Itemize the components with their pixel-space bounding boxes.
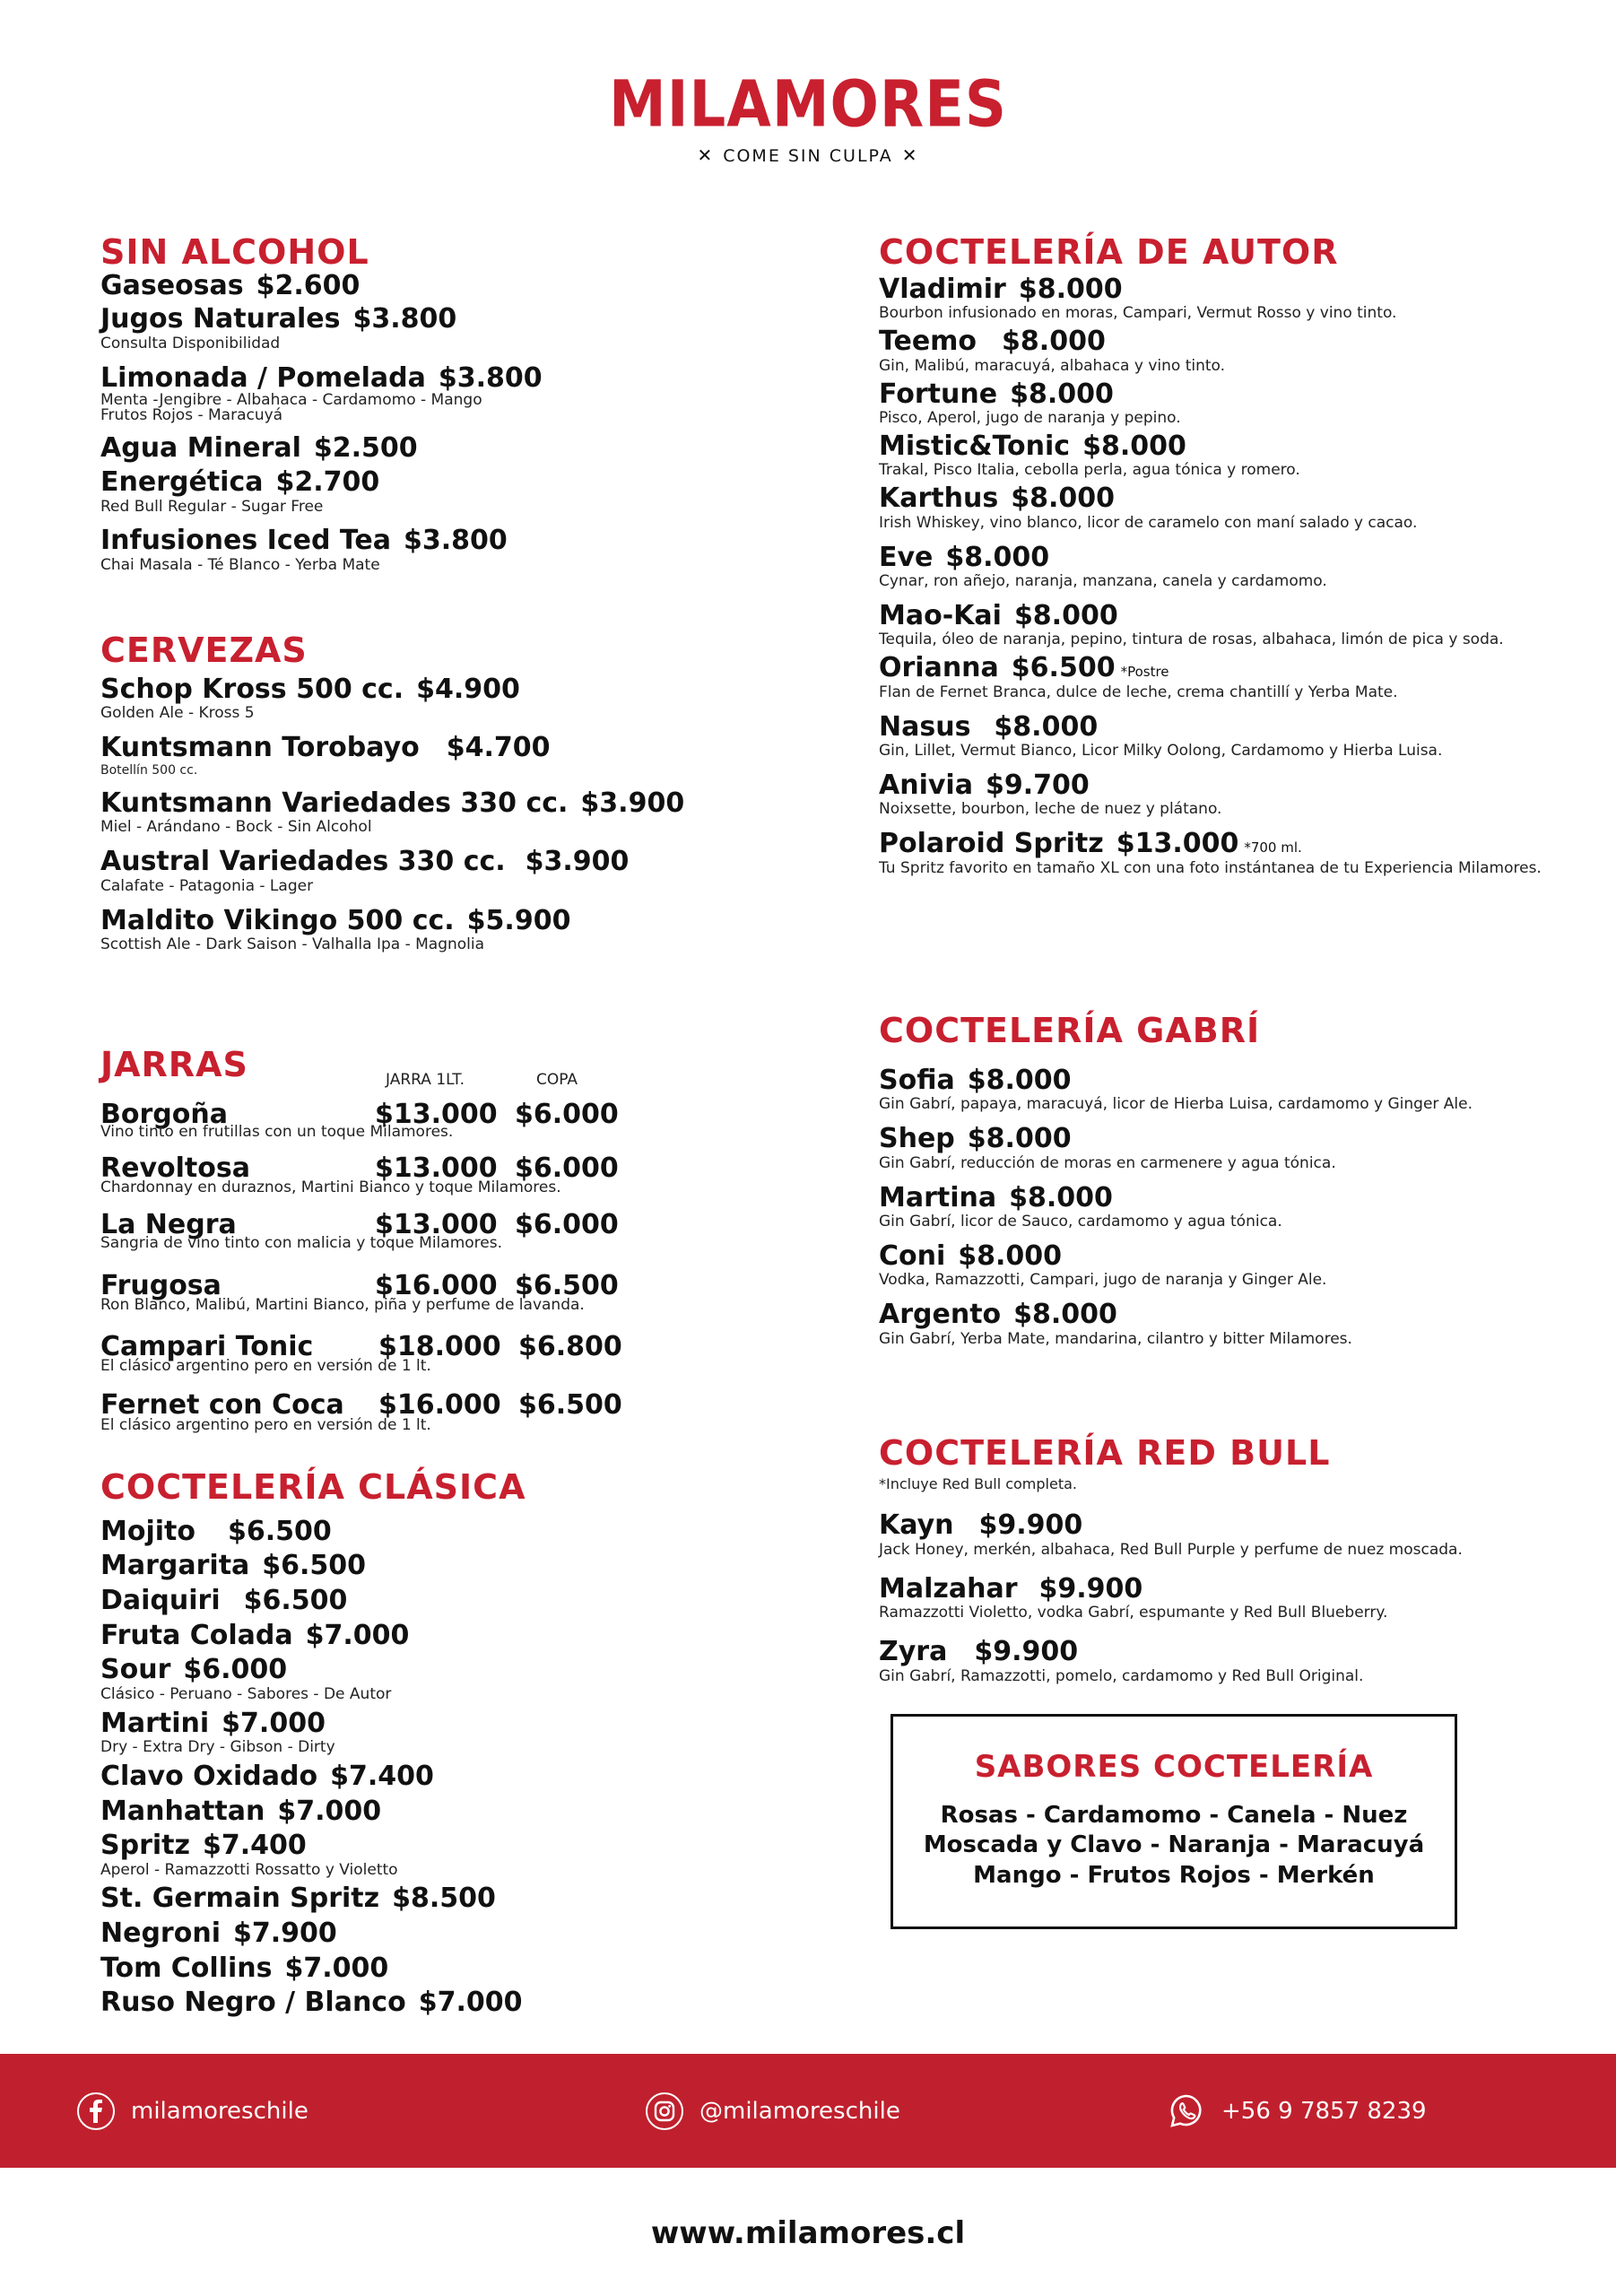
item-description: Ramazzotti Violetto, vodka Gabrí, espumante y Red Bull Blueberry. <box>879 1604 1388 1622</box>
menu-item <box>879 483 1587 532</box>
item-price: $6.500 <box>243 1585 348 1617</box>
item-name: Energética <box>100 466 264 498</box>
item-name: Polaroid Spritz <box>879 828 1104 860</box>
facebook-icon <box>77 2092 115 2130</box>
item-name: Kuntsmann Torobayo <box>100 732 420 764</box>
jarra-price: $13.000 <box>375 1099 498 1130</box>
section-title: SIN ALCOHOL <box>100 232 369 272</box>
item-name: Ruso Negro / Blanco <box>100 1987 406 2019</box>
item-description: Ron Blanco, Malibú, Martini Bianco, piña y perfume de lavanda. <box>100 1295 585 1314</box>
item-description: Gin Gabrí, licor de Sauco, cardamomo y agua tónica. <box>879 1213 1282 1231</box>
menu-item <box>879 1510 1587 1559</box>
copa-price: $6.500 <box>518 1388 622 1421</box>
item-name: Eve <box>879 541 934 573</box>
item-description: Consulta Disponibilidad <box>100 335 281 353</box>
item-description: Vodka, Ramazzotti, Campari, jugo de naranja y Ginger Ale. <box>879 1271 1327 1290</box>
menu-item <box>100 467 818 516</box>
menu-item <box>100 1586 818 1616</box>
item-price: $2.500 <box>313 432 418 465</box>
section-title: COCTELERÍA CLÁSICA <box>100 1467 526 1507</box>
item-price: $7.900 <box>232 1918 337 1950</box>
item-description: Red Bull Regular - Sugar Free <box>100 497 324 516</box>
item-price: $8.000 <box>1009 1181 1113 1213</box>
item-price: $3.800 <box>438 361 543 394</box>
item-name: Margarita <box>100 1550 250 1582</box>
menu-item <box>100 1918 818 1949</box>
item-price: $8.000 <box>1010 378 1114 410</box>
item-description: Cynar, ron añejo, naranja, manzana, canela y cardamomo. <box>879 572 1327 591</box>
item-description: Scottish Ale - Dark Saison - Valhalla Ipa - Magnolia <box>100 935 485 954</box>
item-name: Argento <box>879 1299 1002 1331</box>
menu-item <box>879 1637 1587 1685</box>
item-price: $5.900 <box>466 904 571 936</box>
jarras-header <box>100 1045 818 1100</box>
item-name: Tom Collins <box>100 1952 273 1984</box>
jarra-row <box>100 1332 818 1375</box>
item-description: Menta -Jengibre - Albahaca - Cardamomo - Mango <box>100 391 482 410</box>
item-description: Trakal, Pisco Italia, cebolla perla, agua tónica y romero. <box>879 461 1300 480</box>
crossed-utensils-icon: ✕ <box>901 144 919 166</box>
item-price: $8.000 <box>958 1239 1063 1272</box>
instagram-link[interactable] <box>646 2054 900 2168</box>
item-price: $4.900 <box>416 673 520 705</box>
item-name: Martina <box>879 1181 997 1213</box>
footer-bar <box>0 2054 1616 2168</box>
item-price: $6.500 <box>227 1515 332 1547</box>
item-description: Calafate - Patagonia - Lager <box>100 876 314 895</box>
item-price: $6.500 <box>262 1550 367 1582</box>
item-price: $3.800 <box>352 303 457 335</box>
crossed-utensils-icon: ✕ <box>697 144 715 166</box>
item-description: Tequila, óleo de naranja, pepino, tintura de rosas, albahaca, limón de pica y soda. <box>879 631 1504 649</box>
item-name: Anivia <box>879 769 973 801</box>
item-name: Austral Variedades 330 cc. <box>100 846 506 878</box>
section-jarras <box>100 1045 818 1447</box>
jarra-row <box>100 1390 818 1435</box>
item-price: $6.000 <box>183 1654 288 1686</box>
item-name: Manhattan <box>100 1795 265 1827</box>
item-description: Gin, Lillet, Vermut Bianco, Licor Milky Oolong, Cardamomo y Hierba Luisa. <box>879 742 1443 761</box>
menu-item <box>100 1655 818 1703</box>
item-name: Negroni <box>100 1918 221 1950</box>
menu-item <box>100 1987 818 2018</box>
item-price: $8.000 <box>967 1064 1072 1096</box>
section-cocteleria-clasica <box>100 1467 818 2019</box>
menu-item <box>100 1517 818 1547</box>
sabores-cocteleria-box <box>891 1714 1457 1929</box>
section-cocteleria-gabri <box>879 1013 1587 1413</box>
brand-tagline: COME SIN CULPA <box>723 146 893 166</box>
item-name: Kuntsmann Variedades 330 cc. <box>100 787 569 819</box>
jarra-row <box>100 1100 818 1141</box>
sabores-line: Mango - Frutos Rojos - Merkén <box>973 1861 1375 1889</box>
item-name: Revoltosa <box>100 1152 250 1185</box>
menu-item <box>879 543 1587 591</box>
item-price: $7.000 <box>305 1619 410 1651</box>
item-name: Daiquiri <box>100 1585 221 1617</box>
menu-item <box>879 1183 1587 1231</box>
item-description: Flan de Fernet Branca, dulce de leche, crema chantillí y Yerba Mate. <box>879 683 1398 701</box>
item-name: Teemo <box>879 326 977 358</box>
item-price: $3.900 <box>525 846 630 878</box>
section-note: *Incluye Red Bull completa. <box>879 1474 1077 1492</box>
item-price: $7.000 <box>418 1987 523 2019</box>
item-price: $8.500 <box>392 1883 496 1915</box>
item-price: $7.400 <box>330 1760 434 1792</box>
sabores-line: Moscada y Clavo - Naranja - Maracuyá <box>923 1831 1425 1859</box>
instagram-icon <box>646 2092 683 2130</box>
item-name: Coni <box>879 1239 946 1272</box>
item-name: Mojito <box>100 1515 195 1547</box>
menu-item <box>100 363 818 424</box>
item-price: $8.000 <box>967 1123 1072 1155</box>
item-description: Frutos Rojos - Maracuyá <box>100 406 283 425</box>
jarra-price: $16.000 <box>378 1388 501 1421</box>
item-name: Martini <box>100 1707 210 1739</box>
sabores-title: SABORES COCTELERÍA <box>974 1749 1374 1785</box>
item-name: Schop Kross 500 cc. <box>100 673 404 705</box>
item-name: La Negra <box>100 1208 237 1240</box>
menu-item <box>100 1551 818 1581</box>
item-description: Noixsette, bourbon, leche de nuez y plátano. <box>879 800 1222 819</box>
jarra-row <box>100 1210 818 1253</box>
menu-item <box>100 1831 818 1879</box>
sabores-line: Rosas - Cardamomo - Canela - Nuez <box>940 1802 1408 1829</box>
item-description: Aperol - Ramazzotti Rossatto y Violetto <box>100 1860 398 1879</box>
item-price: $8.000 <box>945 541 1050 573</box>
menu-item <box>100 1621 818 1651</box>
jarra-row <box>100 1153 818 1196</box>
item-price: $3.800 <box>403 525 508 557</box>
menu-item <box>100 733 818 778</box>
menu-item <box>100 1796 818 1827</box>
facebook-link[interactable] <box>77 2054 308 2168</box>
item-description: Gin Gabrí, reducción de moras en carmenere y agua tónica. <box>879 1153 1336 1172</box>
item-description: Bourbon infusionado en moras, Campari, Vermut Rosso y vino tinto. <box>879 304 1397 323</box>
facebook-handle: milamoreschile <box>131 2097 308 2125</box>
brand-tagline-row <box>0 144 1616 166</box>
menu-item <box>100 433 818 464</box>
item-name: Sour <box>100 1654 171 1686</box>
item-name: Fortune <box>879 378 998 410</box>
menu-item <box>879 1065 1587 1114</box>
menu-left-column <box>100 232 818 2041</box>
whatsapp-icon <box>1168 2092 1205 2130</box>
item-name: Fruta Colada <box>100 1619 293 1651</box>
item-name: Maldito Vikingo 500 cc. <box>100 904 455 936</box>
menu-item <box>879 274 1587 323</box>
section-title: JARRAS <box>100 1045 248 1084</box>
item-description: Gin Gabrí, Ramazzotti, pomelo, cardamomo y Red Bull Original. <box>879 1666 1364 1685</box>
item-name: St. Germain Spritz <box>100 1883 380 1915</box>
item-name: Clavo Oxidado <box>100 1760 318 1792</box>
item-name: Mistic&Tonic <box>879 430 1071 462</box>
item-name: Karthus <box>879 483 999 515</box>
phone-number: +56 9 7857 8239 <box>1221 2097 1427 2125</box>
menu-item <box>100 847 818 895</box>
menu-item <box>879 1241 1587 1290</box>
section-cocteleria-red-bull <box>879 1433 1587 1685</box>
item-description: Gin, Malibú, maracuyá, albahaca y vino tinto. <box>879 356 1226 375</box>
item-name: Spritz <box>100 1830 190 1862</box>
menu-item <box>879 1300 1587 1348</box>
section-cervezas <box>100 633 818 1024</box>
item-name: Kayn <box>879 1509 954 1542</box>
item-name: Gaseosas <box>100 269 244 301</box>
section-title: CERVEZAS <box>100 631 308 670</box>
copa-price: $6.000 <box>515 1099 619 1130</box>
item-price: $8.000 <box>994 710 1099 743</box>
copa-price: $6.000 <box>515 1152 619 1185</box>
item-description: Botellín 500 cc. <box>100 762 198 778</box>
item-name: Limonada / Pomelada <box>100 361 426 394</box>
copa-price: $6.500 <box>515 1269 619 1301</box>
menu-item <box>100 906 818 954</box>
item-price: $8.000 <box>1011 483 1115 515</box>
item-note: *Postre <box>1120 664 1169 681</box>
item-description: Jack Honey, merkén, albahaca, Red Bull Purple y perfume de nuez moscada. <box>879 1541 1463 1559</box>
item-description: Tu Spritz favorito en tamaño XL con una foto instántanea de tu Experiencia Milamores. <box>879 858 1542 877</box>
item-price: $4.700 <box>446 732 551 764</box>
jarra-price: $16.000 <box>375 1269 498 1301</box>
menu-right-column <box>879 232 1587 1709</box>
menu-item <box>100 526 818 574</box>
item-name: Zyra <box>879 1636 948 1668</box>
item-name: Mao-Kai <box>879 599 1002 631</box>
section-title: COCTELERÍA DE AUTOR <box>879 232 1339 272</box>
section-title: COCTELERÍA RED BULL <box>879 1433 1331 1473</box>
menu-item <box>879 770 1587 819</box>
menu-item <box>100 304 818 352</box>
column-label-copa: COPA <box>536 1071 578 1089</box>
section-cocteleria-de-autor <box>879 232 1587 990</box>
copa-price: $6.800 <box>518 1331 622 1363</box>
item-price: $9.900 <box>1038 1572 1143 1605</box>
item-name: Infusiones Iced Tea <box>100 525 391 557</box>
item-description: Golden Ale - Kross 5 <box>100 704 255 723</box>
jarra-price: $13.000 <box>375 1208 498 1240</box>
item-price: $7.400 <box>202 1830 307 1862</box>
item-name: Agua Mineral <box>100 432 301 465</box>
whatsapp-link[interactable] <box>1168 2054 1427 2168</box>
menu-item <box>100 674 818 723</box>
item-description: Clásico - Peruano - Sabores - De Autor <box>100 1684 392 1703</box>
item-description: El clásico argentino pero en versión de 1 lt. <box>100 1416 431 1435</box>
item-description: Irish Whiskey, vino blanco, licor de caramelo con maní salado y cacao. <box>879 513 1418 532</box>
instagram-handle: @milamoreschile <box>699 2097 900 2125</box>
item-description: El clásico argentino pero en versión de 1 lt. <box>100 1356 431 1375</box>
jarra-price: $18.000 <box>378 1331 501 1363</box>
item-description: Vino tinto en frutillas con un toque Milamores. <box>100 1122 454 1141</box>
item-name: Fernet con Coca <box>100 1388 344 1421</box>
brand-logo <box>0 67 1616 166</box>
item-price: $9.900 <box>978 1509 1083 1542</box>
item-name: Jugos Naturales <box>100 303 341 335</box>
item-name: Shep <box>879 1123 955 1155</box>
menu-item <box>879 712 1587 761</box>
menu-item <box>100 1883 818 1914</box>
item-price: $2.600 <box>256 269 361 301</box>
column-label-jarra: JARRA 1LT. <box>386 1071 465 1089</box>
section-sin-alcohol <box>100 232 818 610</box>
item-price: $8.000 <box>1002 326 1106 358</box>
menu-item <box>879 1574 1587 1622</box>
menu-item <box>100 1761 818 1792</box>
item-description: Sangria de vino tinto con malicia y toque Milamores. <box>100 1234 502 1253</box>
item-name: Borgoña <box>100 1099 228 1130</box>
item-price: $7.000 <box>284 1952 389 1984</box>
menu-item <box>879 431 1587 480</box>
menu-item <box>879 829 1587 877</box>
menu-item <box>879 379 1587 428</box>
item-name: Orianna <box>879 652 999 684</box>
item-name: Sofia <box>879 1064 955 1096</box>
section-title: COCTELERÍA GABRÍ <box>879 1011 1261 1050</box>
menu-item <box>100 1709 818 1757</box>
menu-item <box>879 601 1587 649</box>
item-price: $8.000 <box>1082 430 1186 462</box>
item-description: Gin Gabrí, papaya, maracuyá, licor de Hierba Luisa, cardamomo y Ginger Ale. <box>879 1095 1473 1114</box>
menu-item <box>879 1124 1587 1172</box>
item-description: Chardonnay en duraznos, Martini Bianco y toque Milamores. <box>100 1178 561 1196</box>
item-price: $8.000 <box>1013 1299 1117 1331</box>
menu-item <box>100 788 818 837</box>
item-price: $2.700 <box>275 466 380 498</box>
item-price: $9.700 <box>985 769 1090 801</box>
jarra-row <box>100 1271 818 1314</box>
item-price: $13.000 <box>1116 828 1239 860</box>
menu-item <box>100 1953 818 1984</box>
website-link[interactable]: www.milamores.cl <box>650 2215 966 2251</box>
item-price: $7.000 <box>277 1795 382 1827</box>
item-name: Nasus <box>879 710 971 743</box>
item-price: $6.500 <box>1011 652 1116 684</box>
item-price: $3.900 <box>580 787 685 819</box>
menu-item <box>879 326 1587 375</box>
brand-name: MILAMORES <box>609 67 1007 143</box>
item-name: Malzahar <box>879 1572 1018 1605</box>
item-description: Miel - Arándano - Bock - Sin Alcohol <box>100 818 372 837</box>
item-price: $7.000 <box>222 1707 326 1739</box>
item-description: Pisco, Aperol, jugo de naranja y pepino. <box>879 409 1181 428</box>
item-description: Gin Gabrí, Yerba Mate, mandarina, cilantro y bitter Milamores. <box>879 1329 1352 1348</box>
item-price: $9.900 <box>974 1636 1079 1668</box>
menu-item <box>879 653 1587 701</box>
jarra-price: $13.000 <box>375 1152 498 1185</box>
item-price: $8.000 <box>1018 273 1123 305</box>
item-price: $8.000 <box>1013 599 1118 631</box>
item-note: *700 ml. <box>1244 839 1302 857</box>
copa-price: $6.000 <box>515 1208 619 1240</box>
item-name: Campari Tonic <box>100 1331 314 1363</box>
item-name: Frugosa <box>100 1269 222 1301</box>
menu-item <box>100 271 818 301</box>
item-name: Vladimir <box>879 273 1006 305</box>
item-description: Dry - Extra Dry - Gibson - Dirty <box>100 1738 335 1757</box>
item-description: Chai Masala - Té Blanco - Yerba Mate <box>100 555 380 574</box>
